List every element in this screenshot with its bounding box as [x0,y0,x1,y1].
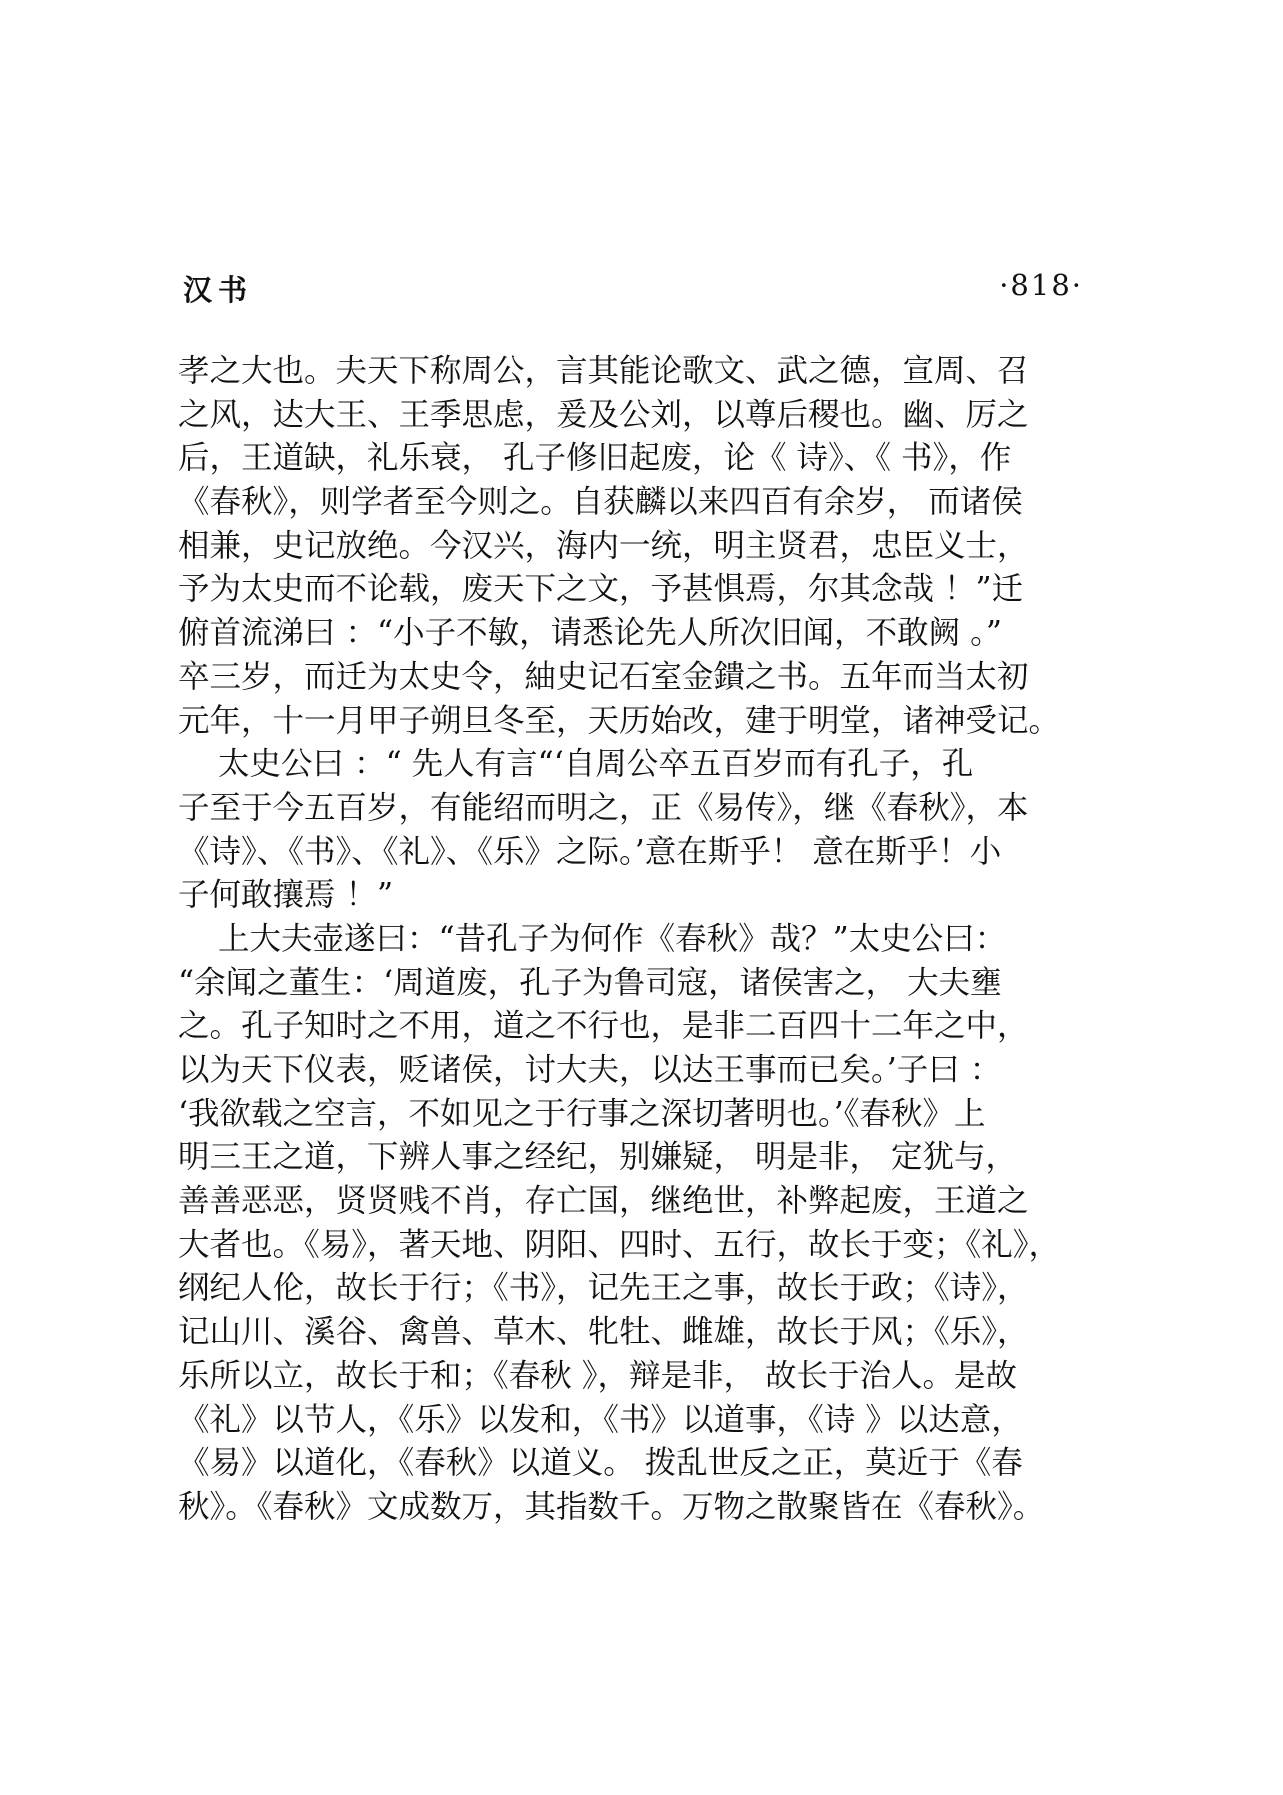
text-line: 明三王之道，下辨人事之经纪，别嫌疑， 明是非， 定犹与， [178,1139,1018,1176]
text-line: 之。孔子知时之不用，道之不行也，是非二百四十二年之中， [178,1008,1029,1045]
text-line: “余闻之董生：‘周道废，孔子为鲁司寇，诸侯害之， 大夫壅 [178,964,1002,1001]
page-header [183,268,1083,318]
text-line: 相兼，史记放绝。今汉兴，海内一统，明主贤君，忠臣义士， [178,527,1029,564]
text-line: 孝之大也。夫天下称周公，言其能论歌文、武之德，宣周、召 [178,353,1029,389]
text-line: ‘我欲载之空言，不如见之于行事之深切著明也。’《春秋》上 [178,1095,986,1132]
text-line: 子至于今五百岁，有能绍而明之，正《易传》，继《春秋》，本 [178,789,1029,826]
page-number: ·818· [999,268,1083,302]
text-line: 予为太史而不论载，废天下之文，予甚惧焉，尔其念哉 ！”迁 [178,571,1024,608]
text-line: 子何敢攘焉 ！” [178,877,394,914]
text-line: 纲纪人伦，故长于行；《书》，记先王之事，故长于政；《诗》， [178,1270,1029,1307]
body-text [178,350,1084,1530]
text-line: 卒三岁，而迁为太史令，紬史记石室金鐀之书。五年而当太初 [178,658,1029,695]
text-line: 以为天下仪表，贬诸侯，讨大夫，以达王事而已矣。’子曰 ： [178,1052,1002,1088]
text-line: 记山川、溪谷、禽兽、草木、牝牡、雌雄，故长于风；《乐》， [178,1314,1029,1351]
text-line: 秋》。《春秋》文成数万，其指数千。万物之散聚皆在《春秋》。 [178,1488,1045,1525]
text-line: 善善恶恶，贤贤贱不肖，存亡国，继绝世，补弊起废，王道之 [178,1183,1029,1220]
text-line: 《礼》以节人，《乐》以发和，《书》以道事，《诗 》以达意， [178,1401,1023,1438]
text-line: 《诗》、《书》、《礼》、《乐》之际。’意在斯乎！ 意在斯乎！小 [178,833,1002,870]
text-line: 上大夫壶遂曰：“昔孔子为何作《春秋》哉？”太史公曰： [178,920,1007,957]
text-line: 元年，十一月甲子朔旦冬至，天历始改，建于明堂，诸神受记。 [178,702,1061,739]
text-line: 《春秋》，则学者至今则之。自获麟以来四百有余岁， 而诸侯 [178,484,1023,521]
text-line: 大者也。《易》，著天地、阴阳、四时、五行，故长于变；《礼》， [178,1226,1061,1263]
book-title: 汉书 [183,273,254,307]
text-line: 之风，达大王、王季思虑，爰及公刘，以尊后稷也。幽、厉之 [178,396,1029,433]
text-line: 乐所以立，故长于和；《春秋 》，辩是非， 故长于治人。是故 [178,1357,1018,1394]
text-line: 后，王道缺，礼乐衰， 孔子修旧起废，论《 诗》、《 书》，作 [178,440,1012,477]
text-line: 太史公曰 ：“ 先人有言“‘自周公卒五百岁而有孔子，孔 [178,746,974,783]
text-line: 《易》以道化，《春秋》以道义。 拨乱世反之正，莫近于《春 [178,1445,1023,1482]
text-line: 俯首流涕曰 ：“小子不敏，请悉论先人所次旧闻，不敢阙 。” [178,615,1002,652]
